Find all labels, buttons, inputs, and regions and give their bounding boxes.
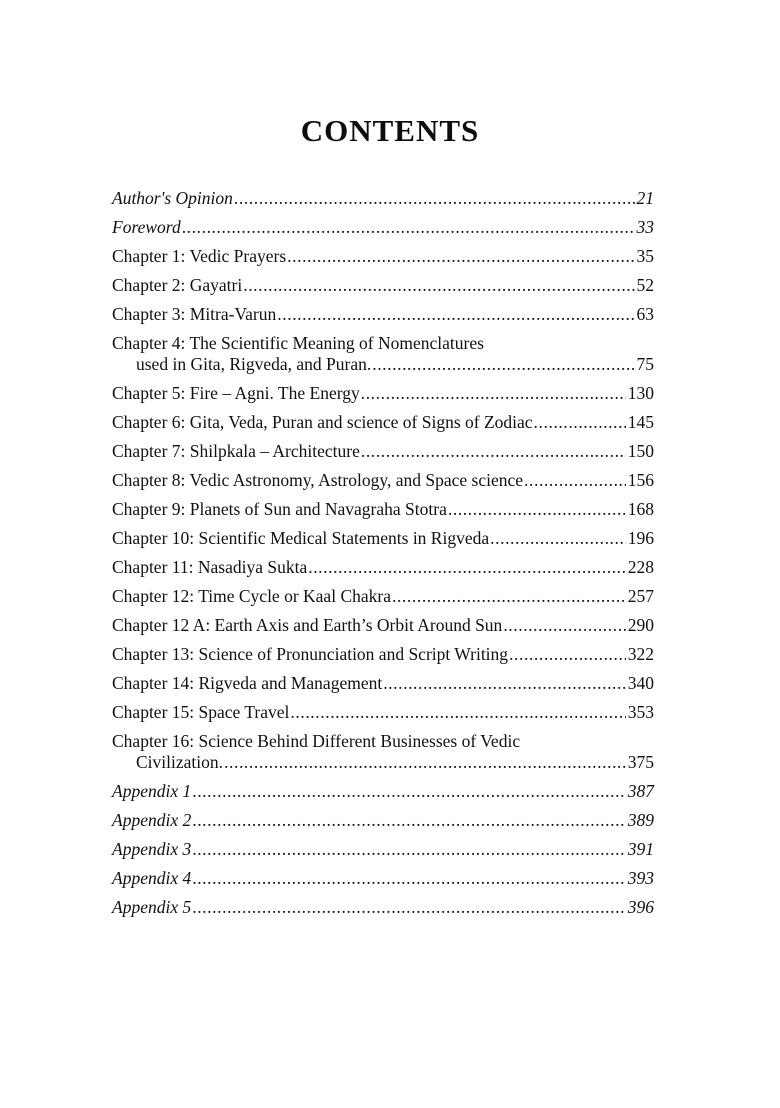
toc-entry-chapter-4[interactable] [112,333,654,375]
dot-leader [524,470,626,491]
toc-page-number: 353 [627,702,654,722]
dot-leader [534,412,626,433]
dot-leader [509,644,626,665]
toc-entry-chapter-12a[interactable] [112,615,654,636]
toc-entry-label: Chapter 12 A: Earth Axis and Earth’s Orbit Around Sun [112,615,503,635]
toc-entry-label-line1: Chapter 16: Science Behind Different Businesses of Vedic [112,731,521,751]
dot-leader [224,752,626,773]
dot-leader [192,839,626,860]
toc-page-number: 257 [627,586,654,606]
toc-entry-label: Chapter 2: Gayatri [112,275,243,295]
toc-entry-appendix-3[interactable] [112,839,654,860]
dot-leader [192,897,626,918]
toc-entry-chapter-14[interactable] [112,673,654,694]
dot-leader [287,246,634,267]
toc-entry-appendix-4[interactable] [112,868,654,889]
toc-entry-chapter-6[interactable] [112,412,654,433]
toc-page-number: 196 [627,528,654,548]
dot-leader [234,188,635,209]
dot-leader [383,673,626,694]
toc-entry-label: Chapter 1: Vedic Prayers [112,246,287,266]
toc-page-number: 75 [636,354,654,374]
toc-page-number: 322 [627,644,654,664]
toc-page-number: 35 [636,246,654,266]
toc-entry-chapter-12[interactable] [112,586,654,607]
toc-entry-label: Foreword [112,217,181,237]
toc-entry-label: Chapter 5: Fire – Agni. The Energy [112,383,360,403]
toc-entry-label: Author's Opinion [112,188,233,208]
toc-page-number: 391 [627,839,654,859]
toc-entry-chapter-13[interactable] [112,644,654,665]
toc-page-number: 63 [636,304,654,324]
toc-entry-chapter-7[interactable] [112,441,654,462]
toc-page-number: 33 [636,217,654,237]
toc-entry-label: Appendix 1 [112,781,192,801]
toc-entry-appendix-2[interactable] [112,810,654,831]
table-of-contents [112,188,654,926]
toc-entry-chapter-5[interactable] [112,383,654,404]
toc-entry-label: Chapter 14: Rigveda and Management [112,673,383,693]
toc-page-number: 290 [627,615,654,635]
dot-leader [372,354,634,375]
dot-leader [277,304,634,325]
toc-entry-chapter-10[interactable] [112,528,654,549]
toc-entry-label-line1: Chapter 4: The Scientific Meaning of Nomenclatures [112,333,484,353]
toc-entry-label: Appendix 4 [112,868,192,888]
toc-entry-authors-opinion[interactable] [112,188,654,209]
dot-leader [192,781,626,802]
toc-entry-chapter-11[interactable] [112,557,654,578]
toc-entry-chapter-3[interactable] [112,304,654,325]
dot-leader [192,868,626,889]
dot-leader [392,586,626,607]
toc-entry-label: Chapter 3: Mitra-Varun [112,304,277,324]
toc-entry-label: Civilization. [136,752,224,772]
toc-entry-chapter-1[interactable] [112,246,654,267]
toc-page-number: 156 [627,470,654,490]
toc-page-number: 130 [627,383,654,403]
toc-entry-label: Chapter 12: Time Cycle or Kaal Chakra [112,586,391,606]
toc-entry-label: Appendix 5 [112,897,192,917]
dot-leader [361,441,626,462]
toc-page-number: 52 [636,275,654,295]
dot-leader [243,275,634,296]
dot-leader [361,383,626,404]
dot-leader [182,217,635,238]
toc-page-number: 21 [636,188,654,208]
toc-entry-chapter-15[interactable] [112,702,654,723]
toc-entry-label: Chapter 9: Planets of Sun and Navagraha Stotra [112,499,447,519]
page-title: CONTENTS [300,112,480,148]
toc-page-number: 145 [627,412,654,432]
dot-leader [503,615,625,636]
toc-entry-foreword[interactable] [112,217,654,238]
toc-entry-label: Chapter 11: Nasadiya Sukta [112,557,308,577]
dot-leader [490,528,626,549]
dot-leader [290,702,625,723]
toc-entry-label: Appendix 2 [112,810,192,830]
toc-page-number: 387 [627,781,654,801]
toc-page-number: 340 [627,673,654,693]
toc-entry-chapter-2[interactable] [112,275,654,296]
toc-page-number: 168 [627,499,654,519]
toc-entry-chapter-8[interactable] [112,470,654,491]
dot-leader [308,557,626,578]
toc-entry-label: Chapter 8: Vedic Astronomy, Astrology, and Space science [112,470,524,490]
dot-leader [192,810,626,831]
toc-entry-chapter-9[interactable] [112,499,654,520]
toc-entry-label: Chapter 10: Scientific Medical Statements in Rigveda [112,528,490,548]
toc-entry-label: Chapter 6: Gita, Veda, Puran and science of Signs of Zodiac [112,412,533,432]
toc-entry-label: Chapter 13: Science of Pronunciation and Script Writing [112,644,509,664]
toc-entry-label: Appendix 3 [112,839,192,859]
toc-page-number: 375 [627,752,654,772]
toc-page-number: 393 [627,868,654,888]
toc-page-number: 228 [627,557,654,577]
toc-page-number: 396 [627,897,654,917]
toc-entry-label: Chapter 7: Shilpkala – Architecture [112,441,360,461]
toc-entry-label: Chapter 15: Space Travel [112,702,290,722]
toc-entry-appendix-1[interactable] [112,781,654,802]
toc-page-number: 389 [627,810,654,830]
dot-leader [448,499,626,520]
toc-entry-appendix-5[interactable] [112,897,654,918]
toc-entry-chapter-16[interactable] [112,731,654,773]
toc-page-number: 150 [627,441,654,461]
toc-entry-label: used in Gita, Rigveda, and Puran. [136,354,372,374]
